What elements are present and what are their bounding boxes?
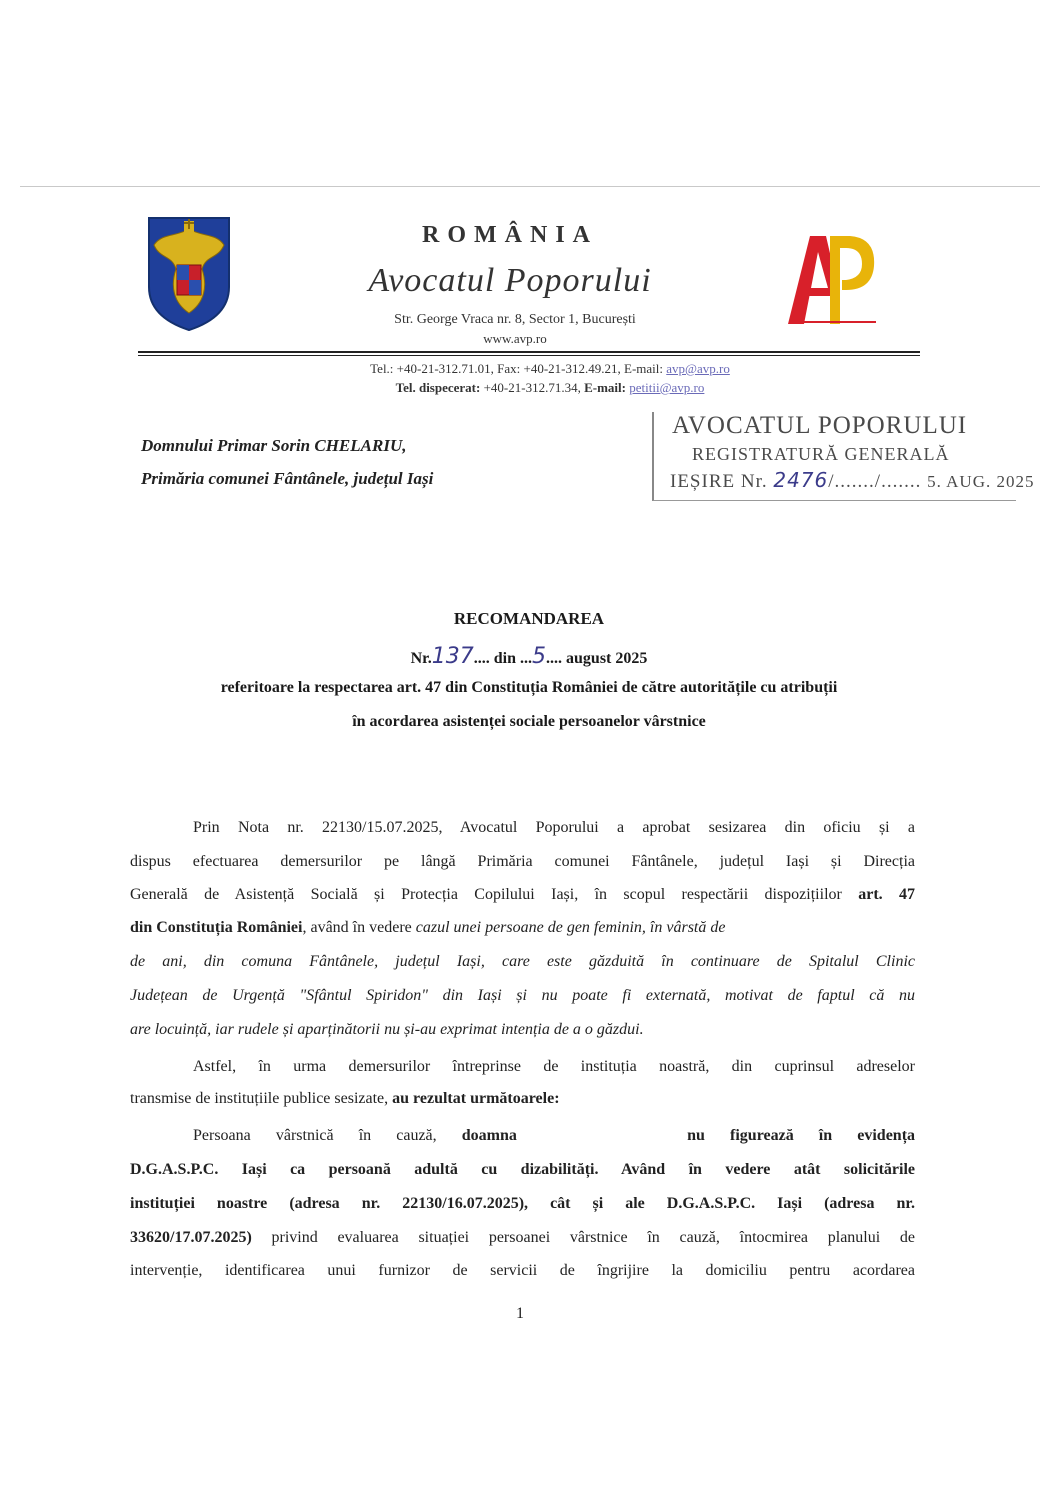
header-rule-thick — [138, 351, 920, 353]
nr-value: 137 — [431, 644, 474, 669]
stamp-dots: /......./....... — [828, 471, 922, 492]
body-line-4-text: , având în vedere — [302, 919, 412, 936]
body-line-1: Prin Nota nr. 22130/15.07.2025, Avocatul Poporului a aprobat sesizarea din oficiu și a — [193, 819, 915, 836]
body-line-5-text: de ani, din comuna Fântânele, județul Iași, care este găzduită în continuare de Spitalul Clinic — [130, 953, 915, 970]
document-number-line: Nr.137.... din ...5.... august 2025 — [410, 644, 648, 669]
body-line-6-text: Județean de Urgență "Sfântul Spiridon" din Iași și nu poate fi externată, motivat de faptul că nu — [130, 987, 915, 1004]
dispatch-label: Tel. dispecerat: — [395, 380, 481, 395]
recipient-institution: Primăria comunei Fântânele, județul Iași — [141, 469, 434, 488]
header-country: ROMÂNIA — [422, 222, 598, 248]
romania-coat-of-arms-icon — [146, 215, 232, 333]
body-line-7 — [130, 1020, 915, 1040]
stamp-exit-label: IEȘIRE Nr. — [670, 471, 768, 492]
body-line-11 — [130, 1160, 915, 1180]
body-line-4 — [130, 918, 915, 938]
header-institution-name: Avocatul Poporului — [368, 262, 652, 299]
month-year: august 2025 — [566, 650, 648, 667]
petitions-email-link[interactable]: petitii@avp.ro — [629, 380, 705, 395]
body-line-9-text: transmise de instituțiile publice sesizate, — [130, 1090, 389, 1107]
contact-line-1 — [250, 361, 850, 377]
stamp-date: 5. AUG. 2025 — [927, 472, 1035, 491]
body-line-8: Astfel, în urma demersurilor întreprinse de instituția noastră, din cuprinsul adreselor — [193, 1058, 915, 1075]
body-line-13-text: privind evaluarea situației persoanei vârstnice în cauză, întocmirea planului de — [271, 1229, 916, 1246]
dispatch-phone: +40-21-312.71.34, — [480, 380, 585, 395]
body-line-11-text: D.G.A.S.P.C. Iași ca persoană adultă cu dizabilități. Având în vedere atât solicitările — [130, 1161, 915, 1178]
stamp-title: AVOCATUL POPORULUI — [672, 412, 968, 439]
body-line-6 — [130, 986, 915, 1006]
body-line-13-bold: 33620/17.07.2025) — [130, 1229, 252, 1246]
din-label: din — [493, 650, 517, 667]
body-line-12-text: instituției noastre (adresa nr. 22130/16.07.2025), cât și ale D.G.A.S.P.C. Iași (adresa nr. — [130, 1195, 915, 1212]
avocatul-poporului-logo-icon — [780, 228, 880, 328]
day-value: 5 — [532, 644, 547, 669]
body-line-10-bold-2: nu figurează în evidența — [687, 1127, 916, 1144]
body-line-4-bold: din Constituția României — [130, 919, 303, 936]
body-line-9-bold: au rezultat următoarele: — [392, 1090, 560, 1107]
body-line-14: intervenție, identificarea unui furnizor de servicii de îngrijire la domiciliu pentru acordarea — [130, 1262, 915, 1279]
contact-email-link[interactable]: avp@avp.ro — [666, 361, 730, 376]
header-rule-thin — [138, 355, 920, 356]
contact-line-2 — [250, 380, 850, 396]
petitions-email-label: E-mail: — [584, 380, 626, 395]
top-scan-rule — [20, 186, 1040, 187]
nr-label: Nr. — [410, 650, 432, 667]
body-line-10-bold-1: doamna — [461, 1127, 517, 1144]
header-address: Str. George Vraca nr. 8, Sector 1, București — [394, 312, 636, 327]
page-number: 1 — [516, 1305, 524, 1322]
body-line-3-bold: art. 47 — [858, 886, 916, 903]
body-line-3 — [130, 885, 915, 905]
body-line-10 — [193, 1126, 915, 1146]
registry-stamp — [652, 412, 1035, 501]
recipient-name: Domnului Primar Sorin CHELARIU, — [141, 436, 407, 455]
body-line-9 — [130, 1089, 915, 1109]
body-line-2: dispus efectuarea demersurilor pe lângă Primăria comunei Fântânele, județul Iași și Direcția — [130, 853, 915, 870]
body-line-12 — [130, 1194, 915, 1214]
document-subject-line-2: în acordarea asistenței sociale persoanelor vârstnice — [352, 713, 706, 730]
body-line-10-text: Persoana vârstnică în cauză, — [193, 1127, 437, 1144]
header-website[interactable]: www.avp.ro — [483, 331, 547, 346]
body-line-13 — [130, 1228, 915, 1248]
stamp-exit-number: 2476 — [773, 468, 829, 492]
body-line-4-italic: cazul unei persoane de gen feminin, în vârstă de — [415, 919, 726, 936]
document-title: RECOMANDAREA — [453, 609, 605, 628]
document-subject-line-1: referitoare la respectarea art. 47 din Constituția României de către autoritățile cu atribuții — [220, 679, 838, 696]
stamp-subtitle: REGISTRATURĂ GENERALĂ — [692, 444, 950, 464]
body-line-5 — [130, 952, 915, 972]
body-line-3-text: Generală de Asistență Socială și Protecția Copilului Iași, în scopul respectării dispozițiilor — [130, 886, 842, 903]
contact-phone-fax: Tel.: +40-21-312.71.01, Fax: +40-21-312.49.21, E-mail: — [370, 361, 667, 376]
stamp-exit-line — [670, 468, 1034, 493]
body-line-7-text: are locuință, iar rudele și aparținătorii nu și-au exprimat intenția de a o găzdui. — [130, 1021, 644, 1038]
